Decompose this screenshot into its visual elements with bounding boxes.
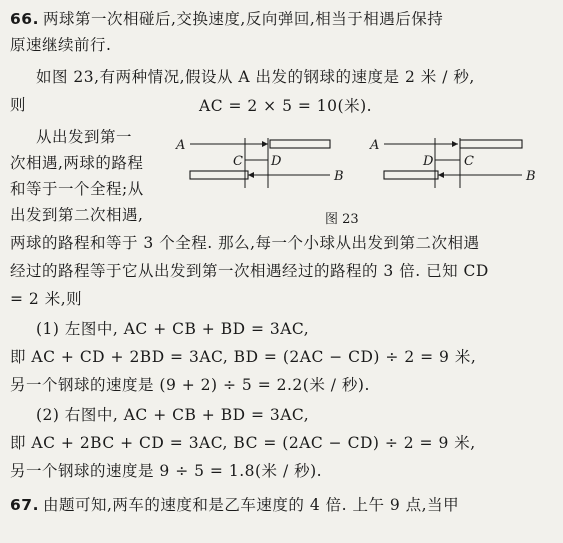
label-d-right: D: [423, 154, 434, 169]
problem-66-line-12: (1) 左图中, AC + CB + BD = 3AC,: [36, 320, 310, 338]
problem-67-text: 由题可知,两车的速度和是乙车速度的 4 倍. 上午 9 点,当甲: [42, 496, 460, 514]
problem-66-line-7: 和等于一个全程;从: [10, 180, 144, 198]
label-a-right: A: [370, 138, 380, 153]
problem-66-line-14: 另一个钢球的速度是 (9 + 2) ÷ 5 = 2.2(米 / 秒).: [10, 376, 370, 394]
figure-caption: 图 23: [325, 212, 359, 227]
problem-66-line-17: 另一个钢球的速度是 9 ÷ 5 = 1.8(米 / 秒).: [10, 462, 323, 480]
problem-66-line-1: [10, 8, 555, 30]
label-d-left: D: [271, 154, 282, 169]
problem-66-line-4a: 则: [10, 96, 27, 114]
label-a-left: A: [176, 138, 186, 153]
label-b-left: B: [334, 169, 344, 184]
label-b-right: B: [526, 169, 536, 184]
problem-66-line-15: (2) 右图中, AC + CB + BD = 3AC,: [36, 406, 310, 424]
figure-right: [369, 138, 536, 188]
problem-66-line-11: = 2 米,则: [10, 290, 83, 308]
problem-66-line-10: 经过的路程等于它从出发到第一次相遇经过的路程的 3 倍. 已知 CD: [10, 262, 489, 280]
label-c-right: C: [464, 154, 474, 169]
problem-66-line-5: 从出发到第一: [36, 128, 133, 146]
problem-66-line-3: 如图 23,有两种情况,假设从 A 出发的钢球的速度是 2 米 / 秒,: [36, 68, 475, 86]
problem-66-line-9: 两球的路程和等于 3 个全程. 那么,每一个小球从出发到第二次相遇: [10, 234, 480, 252]
problem-66-line-13: 即 AC + CD + 2BD = 3AC, BD = (2AC − CD) ÷ 2 = 9 米,: [10, 348, 477, 366]
problem-66-text-1: 两球第一次相碰后,交换速度,反向弹回,相当于相遇后保持: [42, 10, 444, 28]
problem-66-line-8: 出发到第二次相遇,: [10, 206, 144, 224]
problem-66-line-2: 原速继续前行.: [10, 36, 112, 54]
problem-67-number: 67.: [10, 496, 39, 514]
formula-ac: AC = 2 × 5 = 10(米).: [199, 97, 373, 115]
problem-66-line-6: 次相遇,两球的路程: [10, 154, 144, 172]
problem-66-number: 66.: [10, 10, 39, 28]
problem-66-line-16: 即 AC + 2BC + CD = 3AC, BC = (2AC − CD) ÷ 2 = 9 米,: [10, 434, 476, 452]
problem-67-line-1: [10, 494, 555, 516]
label-c-left: C: [233, 154, 243, 169]
figure-left: [175, 138, 344, 188]
